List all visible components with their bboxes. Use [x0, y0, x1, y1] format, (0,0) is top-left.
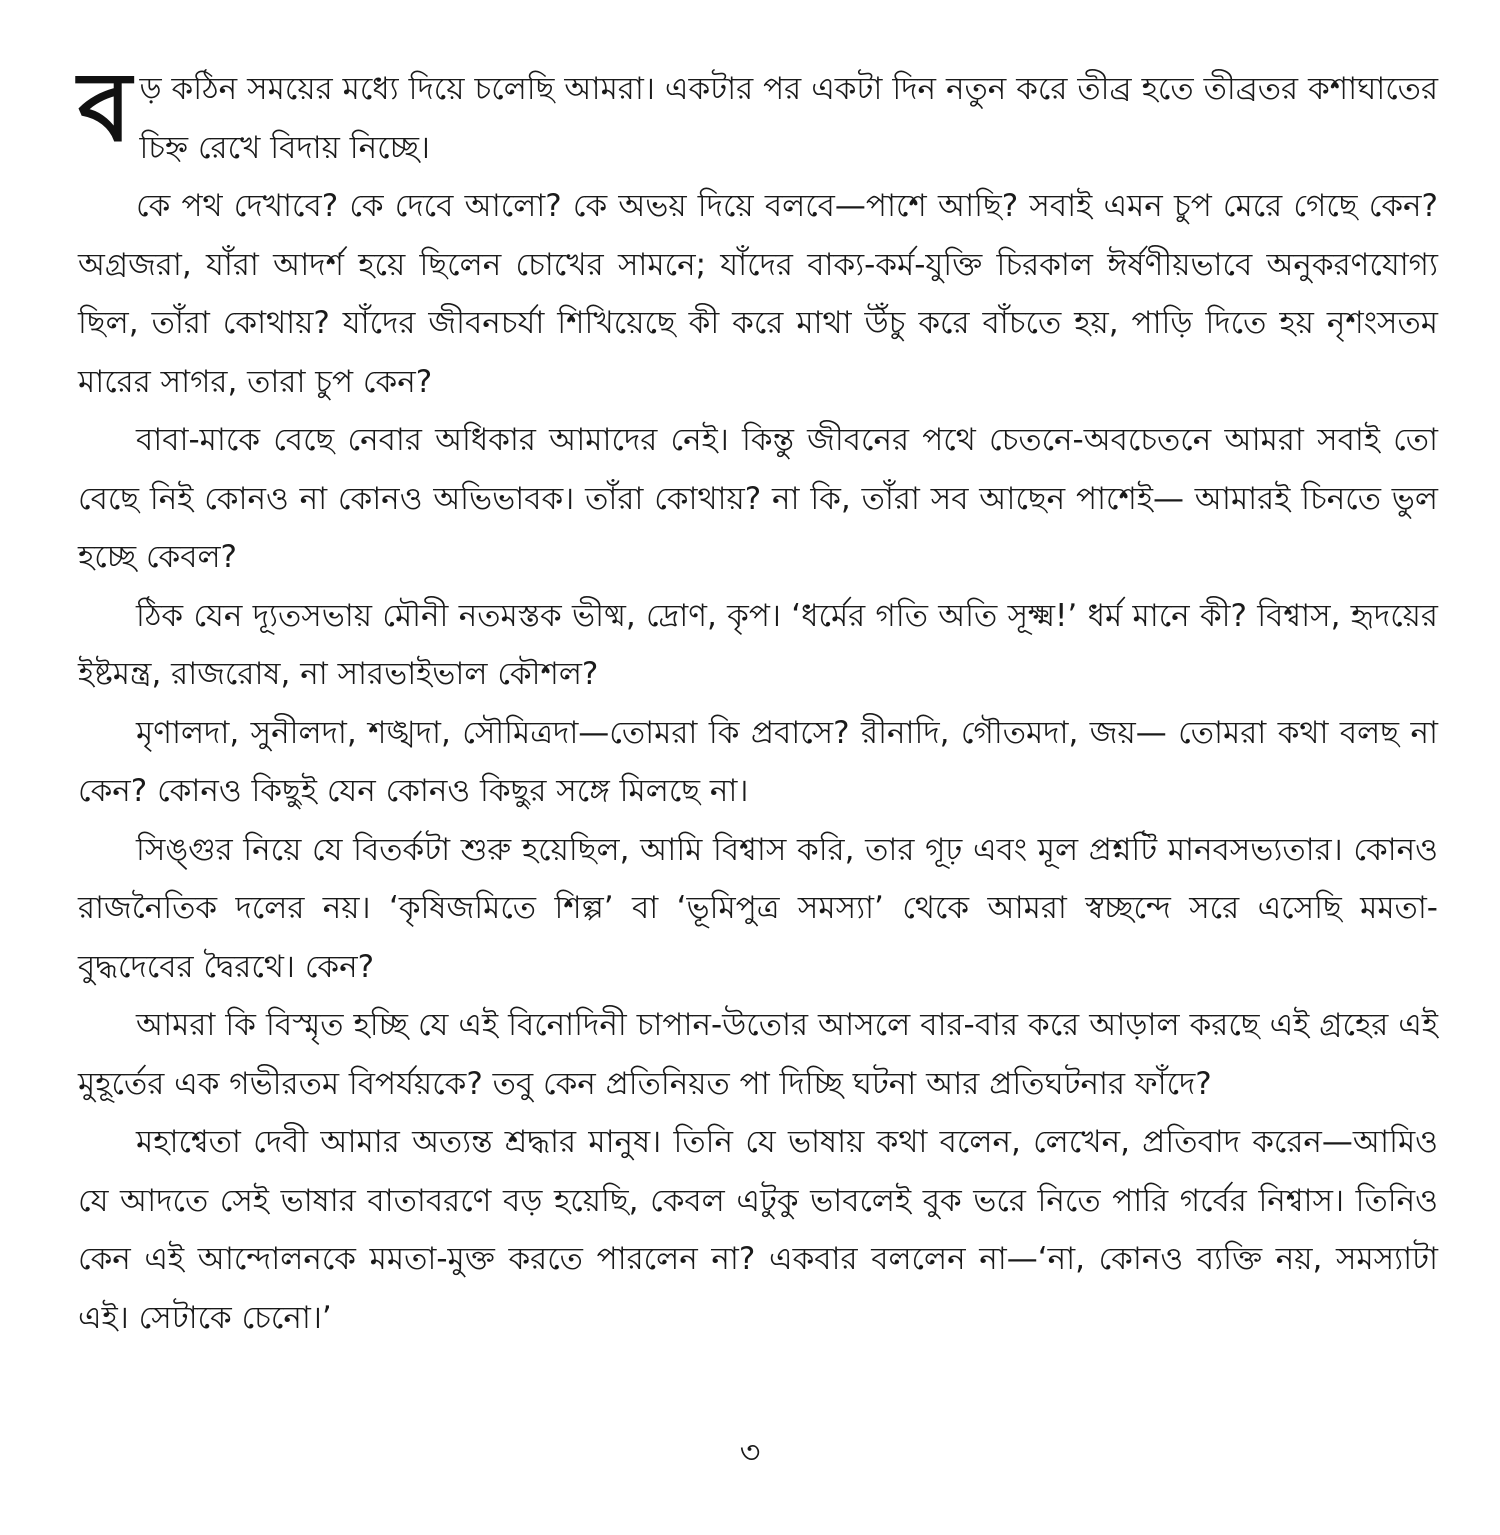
paragraph-1-text: ড় কঠিন সময়ের মধ্যে দিয়ে চলেছি আমরা। একটার পর একটা দিন নতুন করে তীব্র হতে তীব্রতর কশাঘাতের চিহ্ন রেখে বিদায় নিচ্ছে।: [139, 71, 1438, 166]
paragraph-3: বাবা-মাকে বেছে নেবার অধিকার আমাদের নেই। কিন্তু জীবনের পথে চেতনে-অবচেতনে আমরা সবাই তো বেছে নিই কোনও না কোনও অভিভাবক। তাঁরা কোথায়? না কি, তাঁরা সব আছেন পাশেই— আমারই চিনতে ভুল হচ্ছে কেবল?: [78, 422, 1438, 575]
paragraph-2: কে পথ দেখাবে? কে দেবে আলো? কে অভয় দিয়ে বলবে—পাশে আছি? সবাই এমন চুপ মেরে গেছে কেন? অগ্রজরা, যাঁরা আদর্শ হয়ে ছিলেন চোখের সামনে; যাঁদের বাক্য-কর্ম-যুক্তি চিরকাল ঈর্ষণীয়ভাবে অনুকরণযোগ্য ছিল, তাঁরা কোথায়? যাঁদের জীবনচর্যা শিখিয়েছে কী করে মাথা উঁচু করে বাঁচতে হয়, পাড়ি দিতে হয় নৃশংসতম মারের সাগর, তারা চুপ কেন?: [78, 188, 1438, 400]
page-number: ৩: [739, 1433, 761, 1471]
drop-cap: ব: [78, 51, 132, 163]
article-body: [78, 51, 1438, 1347]
paragraph-5: মৃণালদা, সুনীলদা, শঙ্খদা, সৌমিত্রদা—তোমরা কি প্রবাসে? রীনাদি, গৌতমদা, জয়— তোমরা কথা বলছ না কেন? কোনও কিছুই যেন কোনও কিছুর সঙ্গে মিলছে না।: [78, 714, 1438, 809]
paragraph-1: [78, 51, 1438, 177]
paragraph-7: আমরা কি বিস্মৃত হচ্ছি যে এই বিনোদিনী চাপান-উতোর আসলে বার-বার করে আড়াল করছে এই গ্রহের এই মুহূর্তের এক গভীরতম বিপর্যয়কে? তবু কেন প্রতিনিয়ত পা দিচ্ছি ঘটনা আর প্রতিঘটনার ফাঁদে?: [78, 1007, 1438, 1102]
paragraph-4: ঠিক যেন দ্যূতসভায় মৌনী নতমস্তক ভীষ্ম, দ্রোণ, কৃপ। ‘ধর্মের গতি অতি সূক্ষ্ম!’ ধর্ম মানে কী? বিশ্বাস, হৃদয়ের ইষ্টমন্ত্র, রাজরোষ, না সারভাইভাল কৌশল?: [78, 597, 1438, 692]
paragraph-6: সিঙ্গুর নিয়ে যে বিতর্কটা শুরু হয়েছিল, আমি বিশ্বাস করি, তার গূঢ় এবং মূল প্রশ্নটি মানবসভ্যতার। কোনও রাজনৈতিক দলের নয়। ‘কৃষিজমিতে শিল্প’ বা ‘ভূমিপুত্র সমস্যা’ থেকে আমরা স্বচ্ছন্দে সরে এসেছি মমতা-বুদ্ধদেবের দ্বৈরথে। কেন?: [78, 831, 1438, 985]
paragraph-8: মহাশ্বেতা দেবী আমার অত্যন্ত শ্রদ্ধার মানুষ। তিনি যে ভাষায় কথা বলেন, লেখেন, প্রতিবাদ করেন—আমিও যে আদতে সেই ভাষার বাতাবরণে বড় হয়েছি, কেবল এটুকু ভাবলেই বুক ভরে নিতে পারি গর্বের নিশ্বাস। তিনিও কেন এই আন্দোলনকে মমতা-মুক্ত করতে পারলেন না? একবার বললেন না—‘না, কোনও ব্যক্তি নয়, সমস্যাটা এই। সেটাকে চেনো।’: [78, 1124, 1438, 1336]
